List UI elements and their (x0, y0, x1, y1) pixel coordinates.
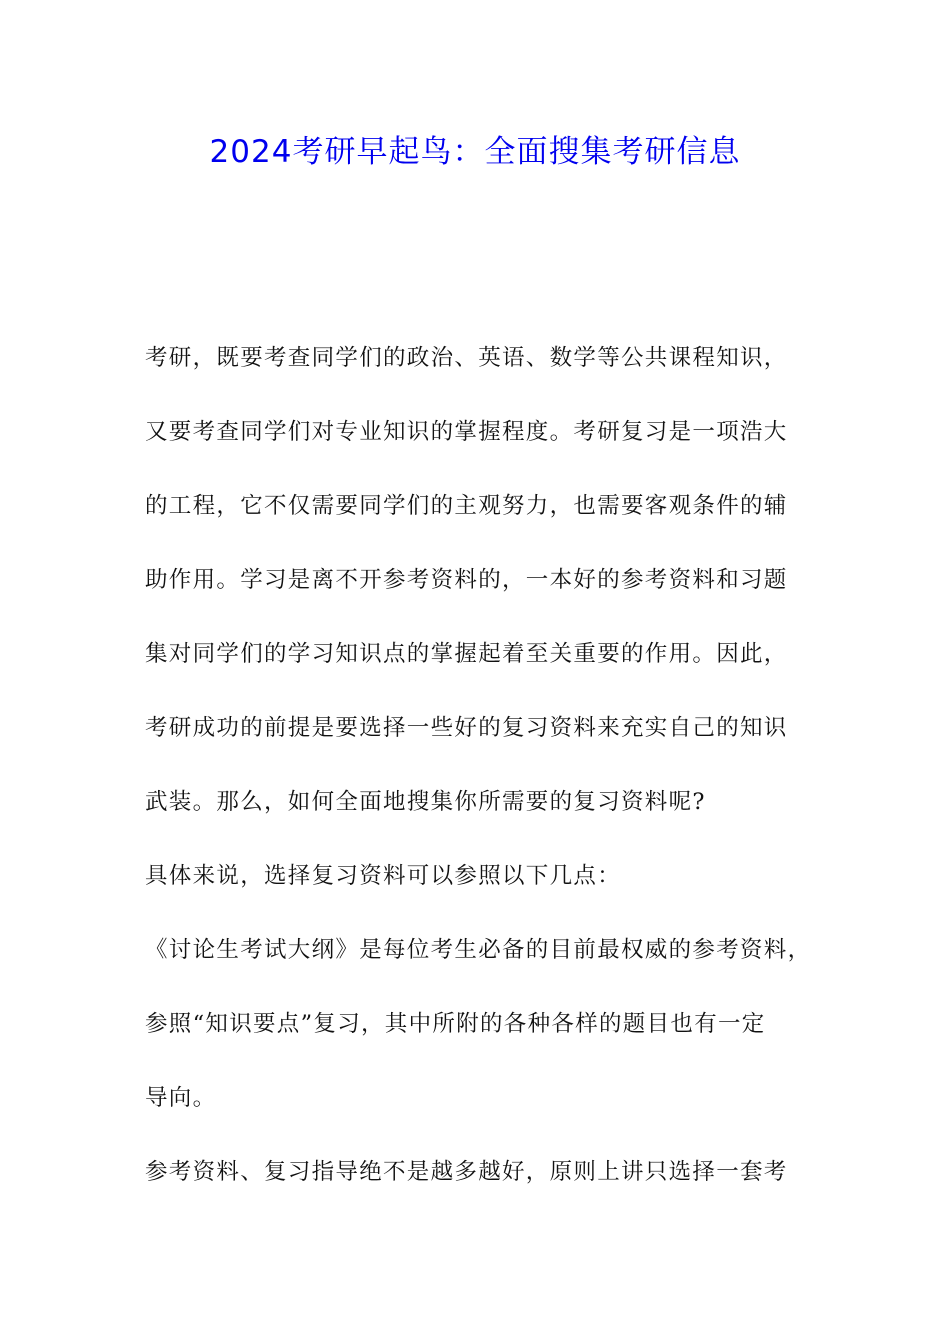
line-gap (145, 673, 835, 710)
paragraph-line: 《讨论生考试大纲》是每位考生必备的目前最权威的参考资料， (145, 937, 812, 963)
line-gap (145, 969, 835, 1006)
paragraph-line: 集对同学们的学习知识点的掌握起着至关重要的作用。因此， (145, 641, 788, 667)
document-title: 2024考研早起鸟：全面搜集考研信息 (209, 134, 741, 170)
paragraph-line: 参考资料、复习指导绝不是越多越好，原则上讲只选择一套考 (145, 1159, 788, 1185)
line-gap (145, 377, 835, 414)
line-gap (145, 747, 835, 784)
line-gap (145, 451, 835, 488)
paragraph-line: 考研，既要考查同学们的政治、英语、数学等公共课程知识， (145, 345, 788, 371)
line-gap (145, 895, 835, 932)
paragraph-line: 武装。那么，如何全面地搜集你所需要的复习资料呢? (145, 789, 706, 815)
paragraph-line: 具体来说，选择复习资料可以参照以下几点： (145, 863, 622, 889)
paragraph-line: 又要考查同学们对专业知识的掌握程度。考研复习是一项浩大 (145, 419, 788, 445)
document-body (145, 340, 835, 1191)
paragraph-line: 助作用。学习是离不开参考资料的，一本好的参考资料和习题 (145, 567, 788, 593)
paragraph-line: 导向。 (145, 1085, 217, 1111)
paragraph-line: 的工程，它不仅需要同学们的主观努力，也需要客观条件的辅 (145, 493, 788, 519)
line-gap (145, 599, 835, 636)
line-gap (145, 1117, 835, 1154)
line-gap (145, 821, 835, 858)
paragraph-line: 考研成功的前提是要选择一些好的复习资料来充实自己的知识 (145, 715, 788, 741)
paragraph-line: 参照“知识要点”复习，其中所附的各种各样的题目也有一定 (145, 1011, 766, 1037)
line-gap (145, 525, 835, 562)
line-gap (145, 1043, 835, 1080)
